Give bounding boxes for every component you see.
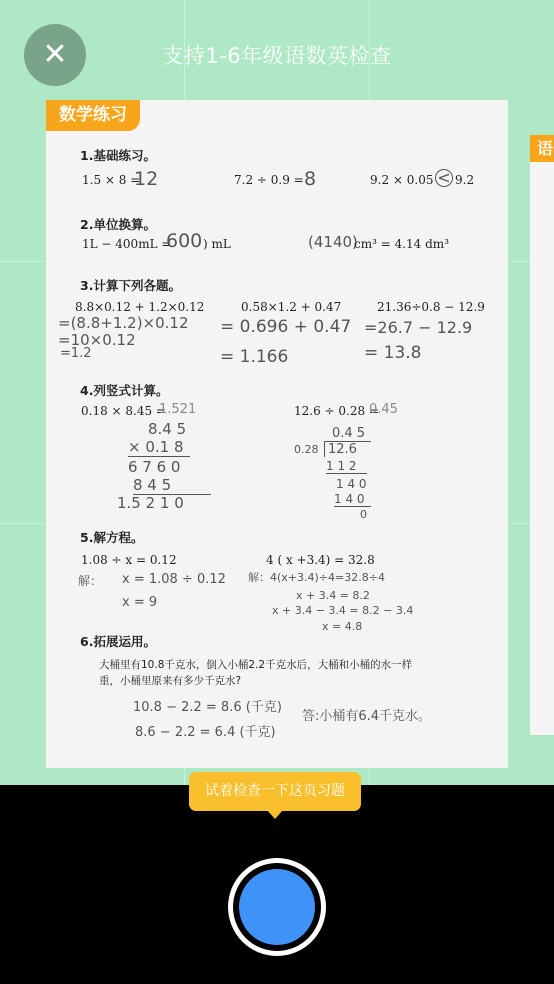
handwritten-work: =(8.8+1.2)×0.12 [58,314,189,332]
next-page-tag: 语 [530,135,554,162]
shutter-ring [233,863,321,951]
handwritten-work: x + 3.4 − 3.4 = 8.2 − 3.4 [272,604,414,617]
section-title: 4.列竖式计算。 [80,383,169,398]
question: 9.2 × 0.05 [370,173,434,187]
question: 9.2 [455,173,475,187]
section-title: 2.单位换算。 [80,217,156,232]
handwritten-answer: 12 [134,168,159,190]
handwritten-work: 1.5 2 1 0 [117,494,184,512]
question: ) mL [203,237,231,251]
handwritten-answer: (4140) [308,233,358,251]
handwritten-work: =10×0.12 [58,331,136,349]
handwritten-work: 1 1 2 [326,459,367,474]
close-icon: ✕ [42,37,68,72]
handwritten-work: 1 4 0 [336,477,367,491]
tooltip-arrow [267,810,283,819]
question: 1.5 × 8 = [82,173,141,187]
handwritten-work: = 0.696 + 0.47 [220,317,352,337]
question: 12.6 ÷ 0.28 = [294,404,379,418]
handwritten-work: 解： [78,574,103,588]
section-title: 5.解方程。 [80,530,144,545]
section-title: 1.基础练习。 [80,148,156,163]
handwritten-work: 1 4 0 [334,492,371,507]
question: 7.2 ÷ 0.9 = [234,173,304,187]
handwritten-work: 12.6 [324,441,371,457]
question: 1.08 ÷ x = 0.12 [81,553,177,567]
handwritten-answer: < [435,169,453,187]
handwritten-answer: 0.45 [369,402,398,417]
problem-text: 大桶里有10.8千克水，倒入小桶2.2千克水后，大桶和小桶的水一样 [99,659,413,671]
section-title: 3.计算下列各题。 [80,278,181,293]
next-page-card [530,135,554,735]
handwritten-work: 8.4 5 [148,420,187,438]
handwritten-work: x = 4.8 [322,620,363,633]
question: 1L − 400mL = [82,237,172,251]
handwritten-work: 8 4 5 [133,476,211,495]
hint-tooltip: 试着检查一下这页习题 [189,772,361,811]
handwritten-work: x = 9 [122,595,158,610]
handwritten-work: × 0.1 8 [128,438,190,457]
page-title: 支持1-6年级语数英检查 [162,44,392,68]
handwritten-work: 0.4 5 [332,426,366,441]
question: 8.8×0.12 + 1.2×0.12 [75,300,205,314]
handwritten-work: 0.28 [294,443,319,456]
handwritten-answer: 1.521 [159,402,197,417]
handwritten-work: = 1.166 [220,347,289,367]
question: cm³ = 4.14 dm³ [354,237,449,251]
handwritten-work: 10.8 − 2.2 = 8.6 (千克) [133,700,282,715]
handwritten-work: 0 [360,508,367,521]
question: 21.36÷0.8 − 12.9 [377,300,485,314]
handwritten-work: 8.6 − 2.2 = 6.4 (千克) [135,725,276,740]
handwritten-answer: 8 [304,168,317,190]
shutter-core [239,869,315,945]
question: 4 ( x +3.4) = 32.8 [266,553,375,567]
handwritten-answer: 答:小桶有6.4千克水。 [302,709,432,724]
handwritten-work: =26.7 − 12.9 [364,318,473,337]
handwritten-work: 解：4(x+3.4)÷4=32.8÷4 [248,571,385,584]
worksheet-tag: 数学练习 [46,100,140,131]
section-title: 6.拓展运用。 [80,634,156,649]
handwritten-work: =1.2 [60,346,92,361]
handwritten-work: 6 7 6 0 [128,458,181,476]
question: 0.58×1.2 + 0.47 [241,300,342,314]
handwritten-answer: 600 [166,230,203,252]
shutter-button[interactable] [228,858,326,956]
handwritten-work: = 13.8 [364,343,422,363]
handwritten-work: x + 3.4 = 8.2 [296,589,370,602]
handwritten-work: x = 1.08 ÷ 0.12 [122,572,226,587]
problem-text: 重，小桶里原来有多少千克水? [99,675,242,687]
question: 0.18 × 8.45 = [81,404,166,418]
